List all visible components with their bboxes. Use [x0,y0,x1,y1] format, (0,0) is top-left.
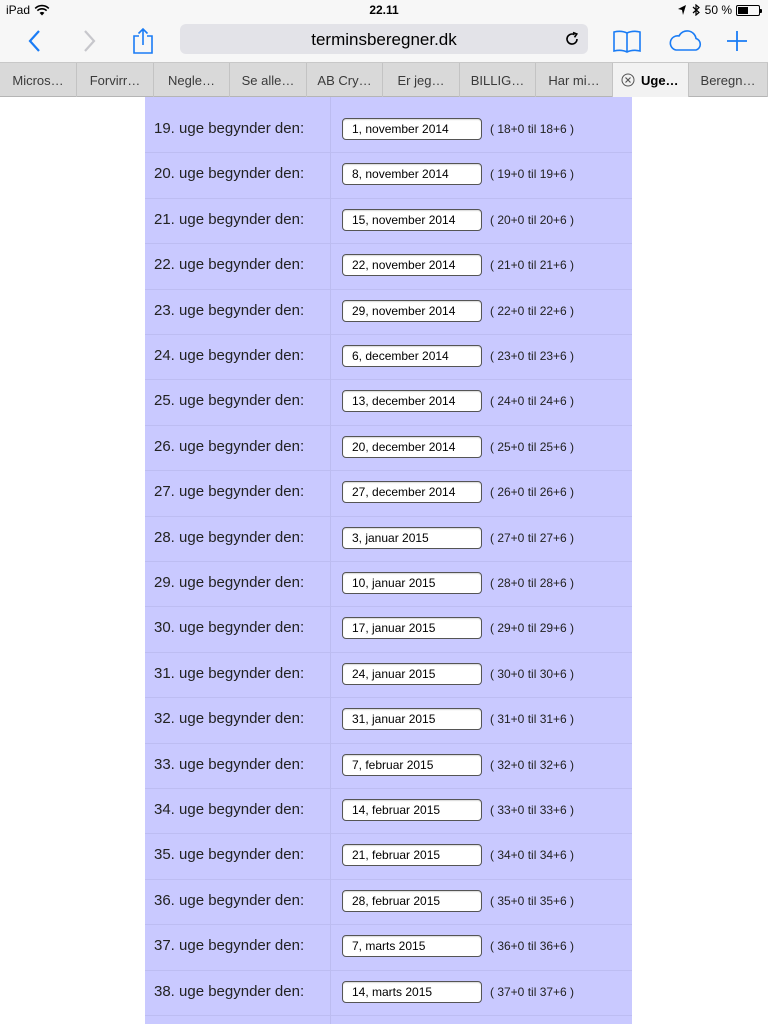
week-start-date-field[interactable]: 27, december 2014 [342,481,482,503]
share-icon [131,27,155,55]
week-row [145,925,632,970]
week-range-label: ( 37+0 til 37+6 ) [490,984,575,999]
week-start-date-field[interactable]: 6, december 2014 [342,345,482,367]
week-range-label: ( 26+0 til 26+6 ) [490,485,575,500]
week-label: 36. uge begynder den: [154,891,305,909]
tab[interactable] [383,63,460,97]
week-range-label: ( 24+0 til 24+6 ) [490,394,575,409]
week-range-label: ( 23+0 til 23+6 ) [490,349,575,363]
browser-toolbar [0,20,768,62]
week-range-label: ( 29+0 til 29+6 ) [490,621,575,636]
reload-button[interactable] [562,29,582,49]
week-table [145,97,632,1024]
tab-label: Se alle… [241,72,295,88]
week-row [145,562,632,607]
week-row [145,971,632,1016]
week-start-date-field[interactable]: 29, november 2014 [342,300,482,322]
week-range-label: ( 35+0 til 35+6 ) [490,893,575,908]
week-start-date-field[interactable]: 21, februar 2015 [342,844,482,866]
week-start-date-field[interactable]: 14, februar 2015 [342,799,482,821]
week-start-date-field[interactable]: 7, marts 2015 [342,935,482,957]
battery-icon [736,5,760,16]
tab-label: Beregn… [700,72,756,88]
week-label: 28. uge begynder den: [154,528,305,546]
week-label: 29. uge begynder den: [154,574,305,591]
tab-bar [0,62,768,97]
week-start-date-field[interactable]: 28, februar 2015 [342,890,482,912]
row-divider [145,1015,632,1016]
tab[interactable] [536,63,613,97]
tab[interactable] [77,63,154,97]
status-right [677,3,760,17]
week-start-date-field[interactable]: 24, januar 2015 [342,663,482,685]
week-start-date-field[interactable]: 14, marts 2015 [342,981,482,1003]
week-label: 30. uge begynder den: [154,619,305,637]
tab-label: Uge… [641,72,679,88]
tab[interactable] [689,63,768,97]
week-range-label: ( 19+0 til 19+6 ) [490,167,575,182]
tab[interactable] [460,63,536,97]
week-label: 31. uge begynder den: [154,664,305,682]
week-label: 33. uge begynder den: [154,755,305,773]
week-row [145,199,632,244]
battery-percentage: 50 % [704,3,732,17]
week-row [145,471,632,516]
week-row [145,380,632,425]
week-label: 38. uge begynder den: [154,982,305,1000]
week-label: 26. uge begynder den: [154,437,305,455]
week-range-label: ( 33+0 til 33+6 ) [490,803,575,817]
week-range-label: ( 28+0 til 28+6 ) [490,576,575,590]
clock: 22.11 [369,3,399,17]
week-row [145,834,632,879]
bookmarks-icon [612,29,642,53]
url-text: terminsberegner.dk [311,30,457,49]
tab[interactable] [307,63,383,97]
tab-label: Har mi… [548,72,600,88]
new-tab-icon [725,29,749,53]
week-start-date-field[interactable]: 22, november 2014 [342,254,482,276]
week-start-date-field[interactable]: 1, november 2014 [342,118,482,140]
week-start-date-field[interactable]: 3, januar 2015 [342,527,482,549]
week-label: 34. uge begynder den: [154,801,305,818]
week-label: 22. uge begynder den: [154,256,305,274]
week-row [145,517,632,562]
week-label: 35. uge begynder den: [154,846,305,864]
week-label: 21. uge begynder den: [154,210,305,228]
week-range-label: ( 30+0 til 30+6 ) [490,666,575,681]
week-row [145,335,632,380]
forward-icon [81,29,97,53]
tab-label: AB Cry… [317,72,372,88]
week-start-date-field[interactable]: 15, november 2014 [342,209,482,231]
tab[interactable] [154,63,230,97]
week-row [145,744,632,789]
share-button[interactable] [126,24,160,58]
tab-close-icon[interactable] [621,73,635,87]
week-range-label: ( 32+0 til 32+6 ) [490,757,575,772]
week-label: 27. uge begynder den: [154,483,305,501]
tab[interactable] [0,63,77,97]
week-start-date-field[interactable]: 13, december 2014 [342,390,482,412]
page-content [0,97,768,1024]
tab-active[interactable] [613,63,689,97]
tab-label: BILLIG… [470,72,525,88]
device-name: iPad [6,3,31,17]
tab-label: Micros… [12,72,64,88]
cloud-tabs-icon [668,29,704,53]
week-start-date-field[interactable]: 10, januar 2015 [342,572,482,594]
week-range-label: ( 20+0 til 20+6 ) [490,212,575,227]
week-label: 25. uge begynder den: [154,392,305,410]
battery-fill [738,7,748,14]
week-row [145,653,632,698]
tab-label: Er jeg… [397,72,445,88]
week-row [145,880,632,925]
week-label: 32. uge begynder den: [154,710,305,728]
tab[interactable] [230,63,307,97]
week-label: 23. uge begynder den: [154,301,305,319]
week-range-label: ( 25+0 til 25+6 ) [490,439,575,454]
week-range-label: ( 21+0 til 21+6 ) [490,258,575,273]
week-row [145,698,632,743]
week-row [145,607,632,652]
week-label: 24. uge begynder den: [154,347,305,364]
week-label: 20. uge begynder den: [154,165,305,183]
week-row [145,108,632,153]
status-bar [0,0,768,20]
week-row [145,244,632,289]
week-range-label: ( 36+0 til 36+6 ) [490,939,575,954]
back-icon [27,29,43,53]
week-range-label: ( 31+0 til 31+6 ) [490,712,575,727]
week-start-date-field[interactable]: 7, februar 2015 [342,754,482,776]
bluetooth-icon [691,4,701,16]
week-range-label: ( 34+0 til 34+6 ) [490,848,575,863]
week-start-date-field[interactable]: 31, januar 2015 [342,708,482,730]
week-row [145,153,632,198]
back-button[interactable] [18,24,52,58]
week-row [145,426,632,471]
week-range-label: ( 27+0 til 27+6 ) [490,530,575,545]
week-row [145,290,632,335]
tab-label: Negle… [168,72,215,88]
reload-icon [564,31,580,47]
bookmarks-button[interactable] [610,24,644,58]
week-start-date-field[interactable]: 17, januar 2015 [342,617,482,639]
week-label: 37. uge begynder den: [154,937,305,955]
week-start-date-field[interactable]: 8, november 2014 [342,163,482,185]
tab-label: Forvirr… [89,72,141,88]
location-arrow-icon [677,4,687,16]
week-row [145,789,632,834]
week-start-date-field[interactable]: 20, december 2014 [342,436,482,458]
week-range-label: ( 22+0 til 22+6 ) [490,303,575,318]
address-bar[interactable] [180,24,588,54]
forward-button[interactable] [72,24,106,58]
week-range-label: ( 18+0 til 18+6 ) [490,122,575,136]
week-label: 19. uge begynder den: [154,120,305,137]
new-tab-button[interactable] [720,24,754,58]
cloud-tabs-button[interactable] [666,24,706,58]
